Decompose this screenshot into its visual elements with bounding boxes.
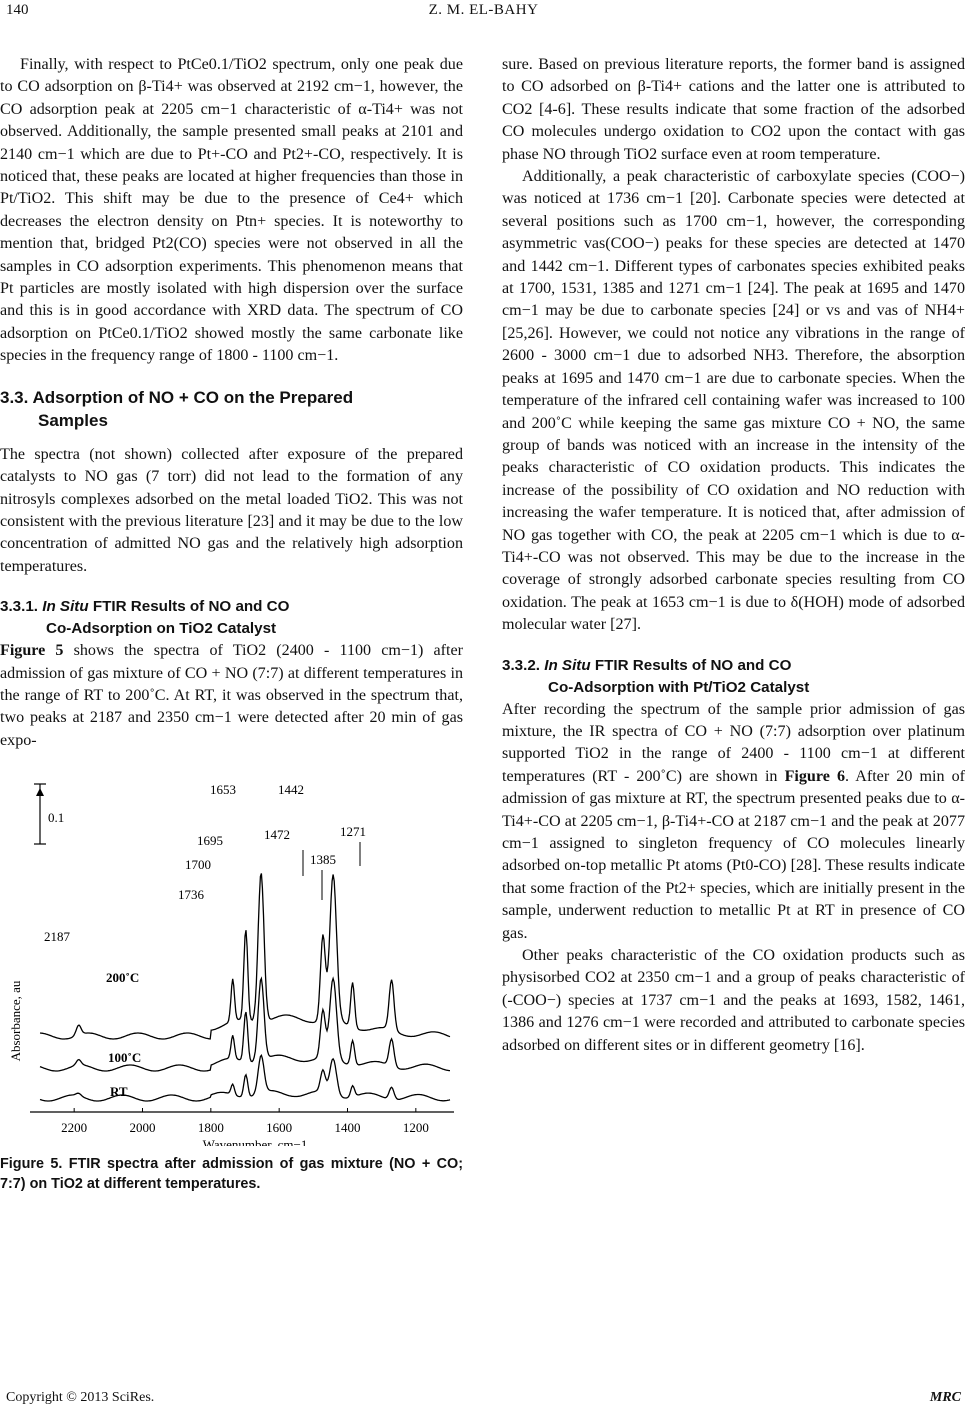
peak-label: 1472: [264, 827, 290, 843]
subsection-number: 3.3.2.: [502, 656, 545, 674]
page-footer: [0, 1390, 967, 1410]
right-paragraph-4: Other peaks characteristic of the CO oxidation products such as physisorbed CO2 at 2350 cm−1 and a group of peaks characteristic of (-COO−) species at 1737 cm−1 and the peaks at 1693, 1582, 1461, 1386 and 1276 cm−1 were recorded and attributed to carbonate species adsorbed on different sites or in different geometry [16].: [502, 947, 965, 1054]
x-tick-label: 2200: [61, 1120, 88, 1136]
figure-5-caption: Figure 5. FTIR spectra after admission of gas mixture (NO + CO; 7:7) on TiO2 at different temperatures.: [0, 1156, 463, 1193]
x-axis-title: Wavenumber, cm−1: [202, 1137, 308, 1147]
subsection-heading-3-3-1: [0, 596, 463, 640]
y-axis-title: Absorbance, au: [8, 980, 23, 1062]
section-heading-3-3: [0, 386, 463, 432]
section-heading-line2: Samples: [38, 410, 108, 430]
running-author: Z. M. EL-BAHY: [428, 2, 539, 18]
series-label: 200˚C: [106, 970, 140, 986]
peak-label: 1653: [210, 782, 236, 798]
right-paragraph-3b: . After 20 min of admission of gas mixture at RT, the spectrum presented peaks due to α-Ti4+-CO at 2205 cm−1, β-Ti4+-CO at 2187 cm−1 and the peak at 2077 cm−1 assigned to singleton frequency of CO molecules linearly adsorbed on-top metallic Pt atoms (Pt0-CO) [28]. These results indicate that some fraction of the Pt2+ species, which are initially present in the sample, underwent reduction to metallic Pt at RT in presence of CO gas.: [502, 767, 965, 942]
subsection-title: FTIR Results of NO and CO: [88, 598, 290, 616]
peak-label: 2187: [44, 929, 70, 945]
right-paragraph-3a: After recording the spectrum of the sample prior admission of gas mixture, the IR spectra of CO + NO (7:7) adsorption over platinum supported TiO2 in the range of 2400 - 1100 cm−1 at different temperatures (RT - 200˚C) are shown in: [502, 700, 965, 785]
peak-label: 1700: [185, 857, 211, 873]
journal-abbrev: MRC: [929, 1390, 961, 1405]
subsection-italic: In Situ: [42, 598, 89, 616]
right-paragraph-1: sure. Based on previous literature reports, the former band is assigned to CO adsorbed on β-Ti4+ cations and the latter one is attributed to CO2 [4-6]. These results indicate that some fraction of the adsorbed CO molecules undergo oxidation to CO2 upon the contact with gas phase NO through TiO2 surface even at room temperature.: [502, 56, 965, 163]
subsection-title: FTIR Results of NO and CO: [590, 656, 792, 674]
ylabel-group: [8, 980, 23, 1061]
x-tick-label: 1400: [334, 1120, 361, 1136]
subsection-title-cont: Co-Adsorption on TiO2 Catalyst: [46, 620, 277, 638]
section-heading-line1: 3.3. Adsorption of NO + CO on the Prepared: [0, 387, 354, 407]
peak-label: 1385: [310, 852, 336, 868]
left-paragraph-3: [0, 640, 463, 752]
scale-bar-label: 0.1: [48, 810, 65, 826]
subsection-italic: In Situ: [544, 656, 591, 674]
page-number: 140: [6, 2, 29, 18]
series-label: RT: [110, 1084, 128, 1100]
ftir-chart: [0, 766, 463, 1146]
right-column: [502, 54, 965, 1057]
left-paragraph-1: Finally, with respect to PtCe0.1/TiO2 spectrum, only one peak due to CO adsorption on β-Ti4+ was observed at 2192 cm−1, however, the CO adsorption peak at 2205 cm−1 characteristic of α-Ti4+ was not observed. Additionally, the sample presented small peaks at 2101 and 2140 cm−1 which are due to Pt+-CO and Pt2+-CO, respectively. It is noticed that, these peaks are located at higher frequencies than those in Pt/TiO2. This shift may be due to the presence of Ce4+ which decreases the electron density on Ptn+ species. It is noteworthy to mention that, bridged Pt2(CO) species were not observed in all the samples in CO adsorption experiments. This phenomenon means that Pt particles are mostly isolated with high dispersion over the surface and this is in good accordance with XRD data. The spectrum of CO adsorption on PtCe0.1/TiO2 showed mostly the same carbonate like species in the frequency range of 1800 - 1100 cm−1.: [0, 56, 463, 365]
x-tick-label: 2000: [129, 1120, 156, 1136]
peak-label: 1695: [197, 833, 223, 849]
right-paragraph-3: [502, 699, 965, 945]
left-paragraph-3-text: shows the spectra of TiO2 (2400 - 1100 cm−1) after admission of gas mixture of CO + NO (7:7) at different temperatures in the range of RT to 200˚C. At RT, it was observed in the spectrum that, two peaks at 2187 and 2350 cm−1 were detected after 20 min of gas expo-: [0, 642, 463, 749]
subsection-title-cont: Co-Adsorption with Pt/TiO2 Catalyst: [548, 678, 810, 696]
copyright: Copyright © 2013 SciRes.: [6, 1390, 155, 1405]
peak-label: 1271: [340, 824, 366, 840]
x-tick-label: 1600: [266, 1120, 293, 1136]
figure-background: [0, 766, 463, 1146]
peak-label: 1736: [178, 887, 204, 903]
figure-5: [0, 766, 463, 1146]
peak-label: 1442: [278, 782, 304, 798]
subsection-number: 3.3.1.: [0, 598, 43, 616]
right-paragraph-2: Additionally, a peak characteristic of carboxylate species (COO−) was noticed at 1736 cm−1 [20]. Carbonate species were detected at several positions such as 1700 cm−1, however, the corresponding asymmetric vas(COO−) peaks for these species are detected at 1470 and 1442 cm−1. Different types of carbonates species exhibited peaks at 1700, 1531, 1385 and 1271 cm−1 [24]. The peak at 1695 and 1470 cm−1 may be due to carbonate species [24] or vs and vas of NH4+ [25,26]. However, we could not notice any vibrations in the range of 2600 - 3000 cm−1 due to adsorbed NH3. Therefore, the absorption peaks at 1695 and 1470 cm−1 are due to carbonate species. When the temperature of the infrared cell containing wafer was increased to 100 and 200˚C while keeping the same gas mixture CO + NO, the same group of bands was noticed with an increase in the intensity of the peaks characteristic of CO oxidation products. This indicates the increase of the possibility of CO oxidation and NO reduction with increasing the wafer temperature. It is noticed that, after admission of NO gas together with CO, the peak at 2205 cm−1 which is due to α-Ti4+-CO was not observed. This may be due to the increase in the coverage of strongly adsorbed carbonate species resulting from CO oxidation. The peak at 1653 cm−1 is due to δ(HOH) mode of adsorbed molecular water [27].: [502, 168, 965, 634]
figure-6-ref[interactable]: Figure 6: [784, 767, 845, 785]
series-label: 100˚C: [108, 1050, 142, 1066]
page-header: [0, 0, 967, 30]
x-tick-label: 1200: [402, 1120, 429, 1136]
left-paragraph-2: The spectra (not shown) collected after exposure of the prepared catalysts to NO gas (7 torr) did not lead to the formation of any nitrosyls complexes adsorbed on the metal loaded TiO2. This was not consistent with the previous literature [23] and it may be due to the low concentration of admitted NO gas and the relatively high adsorption temperatures.: [0, 445, 463, 575]
left-column: [0, 54, 463, 1194]
figure-5-ref[interactable]: Figure 5: [0, 642, 64, 660]
x-tick-label: 1800: [197, 1120, 224, 1136]
subsection-heading-3-3-2: [502, 655, 965, 699]
